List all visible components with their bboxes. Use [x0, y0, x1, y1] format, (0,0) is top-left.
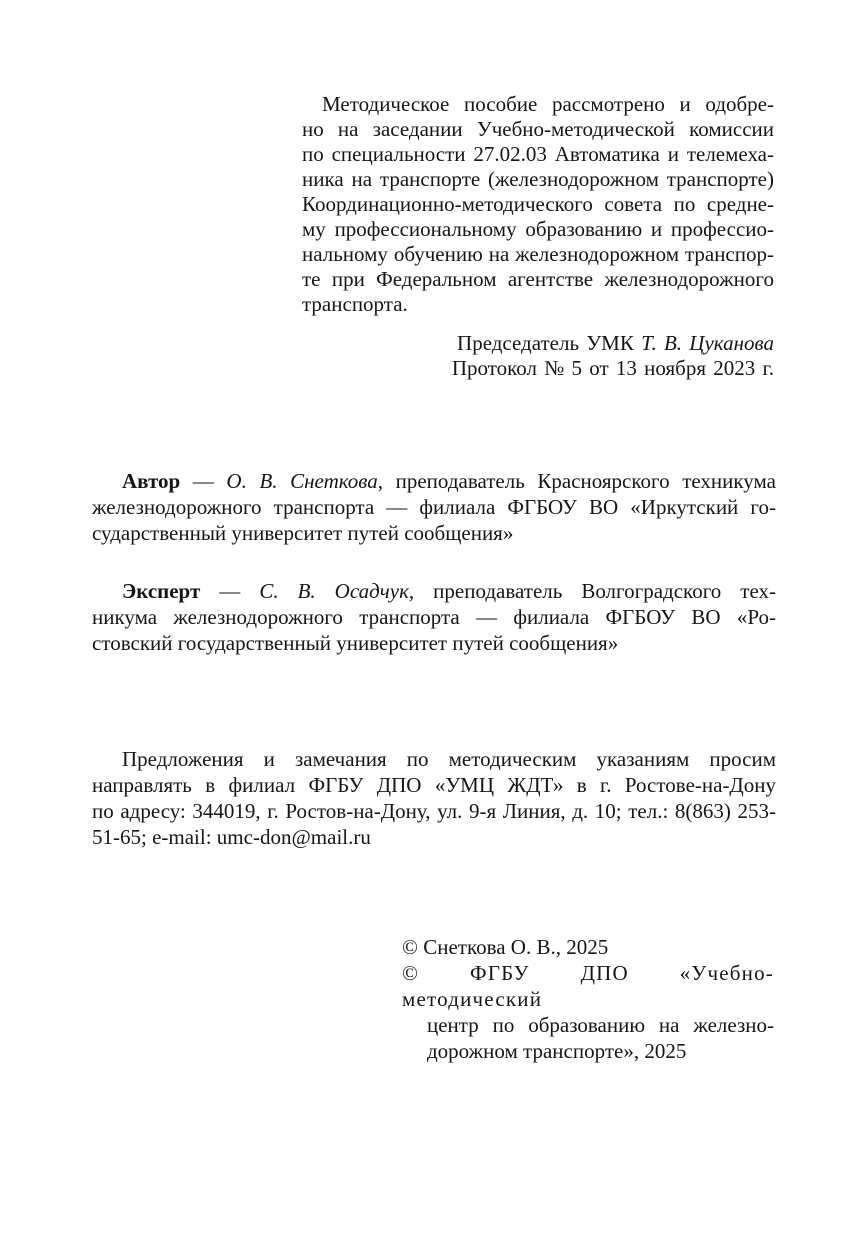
- author-dash: —: [192, 469, 214, 493]
- chairman-line: [302, 331, 774, 356]
- feedback-paragraph: [92, 746, 776, 850]
- expert-line-rest: , преподаватель Волгоградского тех-: [408, 579, 777, 603]
- expert-line: никума железнодорожного транспорта — филиала ФГБОУ ВО «Ро-: [92, 605, 776, 629]
- approval-line: ника на транспорте (железнодорожном транспорте): [302, 167, 774, 191]
- approval-line: по специальности 27.02.03 Автоматика и телемеха-: [302, 142, 774, 166]
- expert-paragraph: [92, 578, 776, 656]
- expert-line: стовский государственный университет путей сообщения»: [92, 631, 619, 655]
- author-name: О. В. Снеткова: [226, 469, 378, 493]
- chairman-name: Т. В. Цуканова: [641, 331, 774, 355]
- approval-line: но на заседании Учебно-методической комиссии: [302, 117, 774, 141]
- approval-line: му профессиональному образованию и профессио-: [302, 217, 774, 241]
- copyright-line: © ФГБУ ДПО «Учебно-методический: [402, 961, 774, 1011]
- approval-line: Методическое пособие рассмотрено и одобре-: [322, 92, 774, 116]
- expert-name: С. В. Осадчук: [259, 579, 409, 603]
- author-line: железнодорожного транспорта — филиала ФГБОУ ВО «Иркутский го-: [92, 495, 776, 519]
- feedback-line: по адресу: 344019, г. Ростов-на-Дону, ул. 9-я Линия, д. 10; тел.: 8(863) 253-: [92, 799, 776, 823]
- author-line: сударственный университет путей сообщения»: [92, 521, 514, 545]
- approval-line: Координационно-методического совета по средне-: [302, 192, 774, 216]
- copyright-block: [402, 934, 774, 1064]
- approval-paragraph: [302, 92, 774, 317]
- feedback-line: 51-65; e-mail: umc-don@mail.ru: [92, 825, 371, 849]
- expert-line: [92, 578, 776, 604]
- copyright-line: центр по образованию на железно-: [427, 1013, 774, 1037]
- approval-line: те при Федеральном агентстве железнодорожного: [302, 267, 774, 291]
- expert-role-label: Эксперт: [122, 579, 201, 603]
- copyright-line: © Снеткова О. В., 2025: [402, 935, 609, 959]
- approval-line: транспорта.: [302, 292, 408, 316]
- protocol-line: Протокол № 5 от 13 ноября 2023 г.: [451, 356, 774, 380]
- copyright-line: дорожном транспорте», 2025: [427, 1039, 687, 1063]
- author-line-rest: , преподаватель Красноярского техникума: [377, 469, 776, 493]
- expert-dash: —: [219, 579, 241, 603]
- author-paragraph: [92, 468, 776, 546]
- feedback-line: Предложения и замечания по методическим указаниям просим: [122, 747, 776, 771]
- author-role-label: Автор: [122, 469, 181, 493]
- feedback-line: направлять в филиал ФГБУ ДПО «УМЦ ЖДТ» в г. Ростове-на-Дону: [92, 773, 776, 797]
- signature-block: [302, 331, 774, 381]
- approval-line: нальному обучению на железнодорожном транспор-: [302, 242, 774, 266]
- chairman-label: Председатель УМК: [457, 331, 634, 355]
- author-line: [92, 468, 776, 494]
